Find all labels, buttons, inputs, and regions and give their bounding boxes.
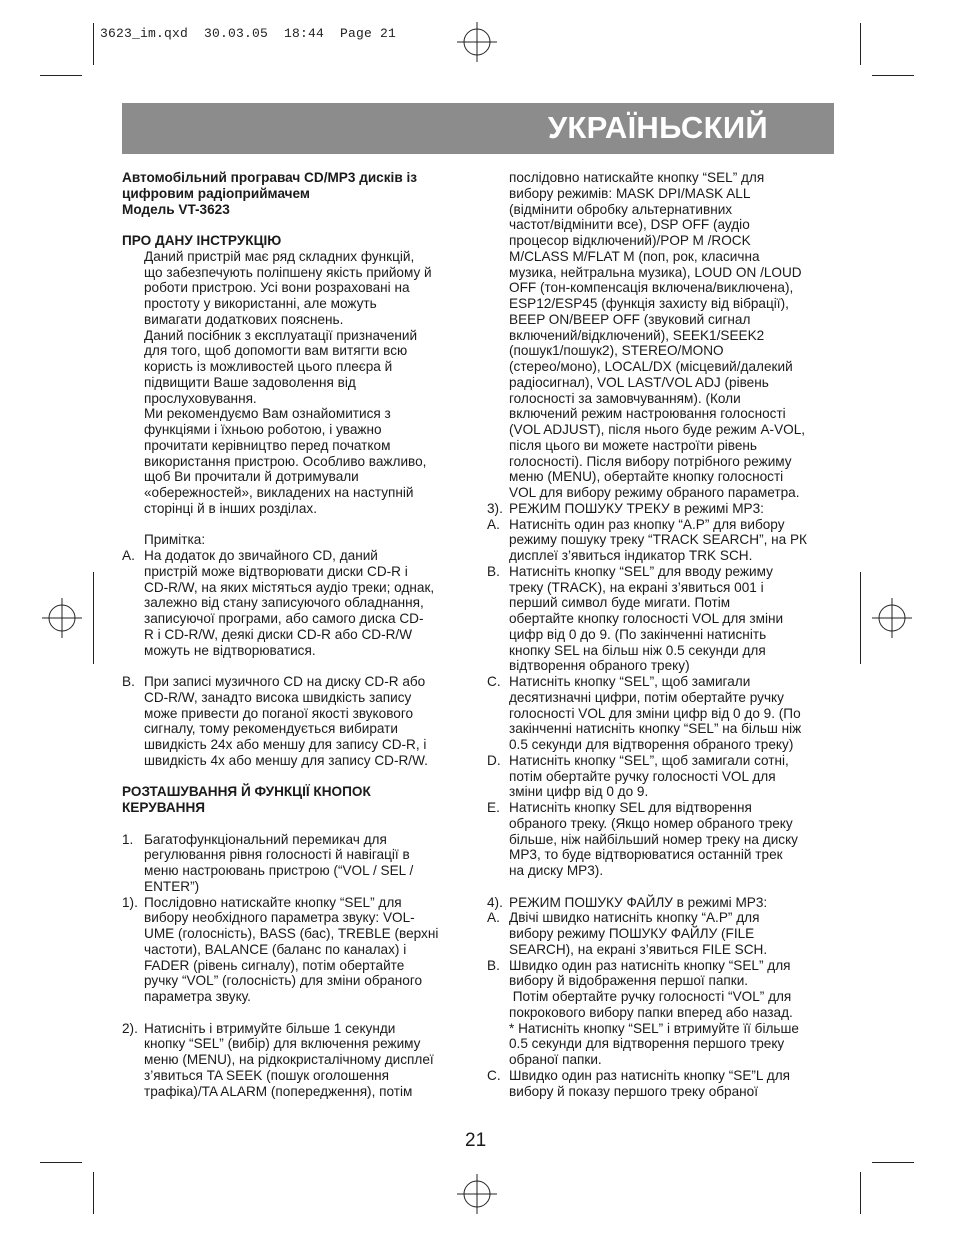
crop-mark xyxy=(93,572,94,664)
text-line: більше, ніж найбільший номер треку на диску xyxy=(509,831,798,847)
text-line: меню (MENU), на рідкокристалічному дисплеї xyxy=(144,1052,434,1067)
text-line: включений/відключений), SEEK1/SEEK2 xyxy=(509,327,765,343)
language-banner xyxy=(122,103,834,154)
text-line: голосності VOL для зміни цифр від 0 до 9. (По xyxy=(509,705,801,721)
item-marker: 1). xyxy=(122,894,138,910)
item-marker: C. xyxy=(487,674,501,689)
text-line: вибору необхідного параметра звуку: VOL- xyxy=(144,910,415,926)
crop-mark xyxy=(860,572,861,664)
text-line: на диску MP3). xyxy=(509,863,604,878)
text-line: записуючої програми, або самого диска CD- xyxy=(144,611,424,626)
text-line: Потім обертайте ручку голосності “VOL” для xyxy=(509,989,792,1004)
text-line: Натисніть кнопку “SEL”, щоб замигали сотні, xyxy=(509,752,789,768)
item-marker: 3). xyxy=(487,500,503,516)
text-line: голосності). Після вибору потрібного режиму xyxy=(509,453,792,469)
product-heading-line: Автомобільний програвач CD/MP3 дисків із xyxy=(122,170,417,185)
text-line: радіосигнал), VOL LAST/VOL ADJ (рівень xyxy=(509,374,769,390)
text-line: функціями і їхньою роботою, і уважно xyxy=(144,422,382,437)
text-line: * Натисніть кнопку “SEL” і втримуйте її більше xyxy=(509,1020,799,1036)
list-item xyxy=(487,674,835,753)
text-line: частоти), BALANCE (баланс по каналах) і xyxy=(144,941,407,957)
text-line: вимагати додаткових пояснень. xyxy=(144,311,344,327)
crop-mark xyxy=(93,23,94,65)
list-item xyxy=(487,1068,835,1100)
text-line: M/CLASS M/FLAT M (поп, рок, класична xyxy=(509,248,760,264)
text-line: голосності за замовчуванням). (Коли xyxy=(509,390,741,406)
text-line: користь із можливостей цього плеєра й xyxy=(144,359,393,374)
text-line: обертайте кнопку голосності VOL для зміни xyxy=(509,611,784,626)
item-marker: 4). xyxy=(487,894,503,910)
text-line: РЕЖИМ ПОШУКУ ФАЙЛУ в режимі MP3: xyxy=(509,894,768,910)
text-line: трафіка)/TA ALARM (попередження), потім xyxy=(144,1083,413,1099)
paragraph-continuation xyxy=(487,170,835,501)
list-item xyxy=(487,517,835,564)
text-line: КЕРУВАННЯ xyxy=(122,800,206,815)
item-marker: 2). xyxy=(122,1020,138,1036)
text-line: При записі музичного CD на диску CD-R або xyxy=(144,674,426,689)
text-line: Натисніть кнопку “SEL” для вводу режиму xyxy=(509,563,773,579)
registration-mark-icon xyxy=(457,1174,497,1214)
text-line: прочитати керівництво перед початком xyxy=(144,437,391,453)
item-marker: A. xyxy=(487,910,500,926)
crop-mark xyxy=(93,1172,94,1214)
text-line: частот/відмінити все), DSP OFF (аудіо xyxy=(509,217,750,233)
crop-mark xyxy=(40,1162,82,1163)
text-line: FADER (рівень сигналу), потім обертайте xyxy=(144,957,405,973)
text-line: послідовно натискайте кнопку “SEL” для xyxy=(509,170,765,185)
text-line: режиму пошуку треку “TRACK SEARCH”, на РК xyxy=(509,532,807,548)
list-item xyxy=(487,753,835,800)
text-line: пристрій може відтворювати диски CD-R і xyxy=(144,563,408,579)
banner-title: УКРАЇНЬСКИЙ xyxy=(547,110,768,145)
list-item xyxy=(487,910,835,957)
text-line: вибору режиму ПОШУКУ ФАЙЛУ (FILE xyxy=(509,926,755,941)
text-line: меню (MENU), обертайте кнопку голосності xyxy=(509,469,784,485)
text-line: може привести до поганої якості звукового xyxy=(144,705,414,721)
item-marker: A. xyxy=(122,548,135,563)
text-line: прослуховування. xyxy=(144,390,257,406)
text-line: MP3, то буде відтворюватися останній трек xyxy=(509,847,783,863)
text-line: SEARCH), на екрані з’явиться FILE SCH. xyxy=(509,941,768,957)
text-line: ESP12/ESP45 (функція захисту від вібрації), xyxy=(509,296,789,311)
text-line: Послідовно натискайте кнопку “SEL” для xyxy=(144,894,402,910)
note-item xyxy=(122,674,466,769)
text-line: VOL для вибору режиму обраного параметра. xyxy=(509,485,800,500)
text-line: Багатофункціональний перемикач для xyxy=(144,831,387,847)
text-line: РОЗТАШУВАННЯ Й ФУНКЦІЇ КНОПОК xyxy=(122,784,371,800)
text-line: ручку “VOL” (голосність) для зміни обраного xyxy=(144,973,423,989)
list-item xyxy=(487,800,835,879)
text-line: закінченні натисніть кнопку “SEL” на більш ніж xyxy=(509,721,802,737)
list-item xyxy=(122,1021,466,1100)
text-line: залежно від стану записуючого обладнання, xyxy=(144,595,424,611)
text-line: треку (TRACK), на екрані з’явиться 001 і xyxy=(509,579,764,595)
text-line: 0.5 секунди для відтворення обраного треку) xyxy=(509,737,794,752)
product-heading-line: цифровим радіоприймачем xyxy=(122,185,310,201)
text-line: Двічі швидко натисніть кнопку “A.P” для xyxy=(509,910,760,926)
text-line: що забезпечують поліпшену якість прийому й xyxy=(144,264,432,280)
item-marker: C. xyxy=(487,1067,501,1083)
list-item xyxy=(487,501,835,517)
left-column xyxy=(122,170,466,1099)
list-item xyxy=(487,895,835,911)
text-line: OFF (тон-компенсація включена/виключена), xyxy=(509,280,794,296)
product-heading-line: Модель VT-3623 xyxy=(122,201,230,217)
paragraph xyxy=(122,328,466,407)
text-line: простоту у використанні, але можуть xyxy=(144,296,377,311)
text-line: підвищити Ваше задоволення від xyxy=(144,374,356,390)
item-marker: B. xyxy=(487,563,500,579)
text-line: РЕЖИМ ПОШУКУ ТРЕКУ в режимі MP3: xyxy=(509,500,764,516)
text-line: (стерео/моно), LOCAL/DX (місцевий/далекий xyxy=(509,359,793,374)
text-line: R і CD-R/W, деякі диски CD-R або CD-R/W xyxy=(144,626,413,642)
page-number: 21 xyxy=(465,1130,487,1151)
list-item xyxy=(487,958,835,1068)
note-item xyxy=(122,548,466,658)
registration-mark-icon xyxy=(872,598,912,638)
text-line: BEEP ON/BEEP OFF (звуковий сигнал xyxy=(509,311,751,327)
item-marker: A. xyxy=(487,516,500,532)
text-line: включений режим настроювання голосності xyxy=(509,406,786,422)
paragraph xyxy=(122,406,466,516)
crop-mark xyxy=(872,1162,914,1163)
text-line: щоб Ви прочитали й дотримували xyxy=(144,469,359,485)
text-line: використання пристрою. Особливо важливо, xyxy=(144,453,427,469)
text-line: перший символ буде мигати. Потім xyxy=(509,595,731,611)
text-line: (відмінити обробку альтернативних xyxy=(509,201,733,217)
text-line: відтворення обраного треку) xyxy=(509,658,690,674)
list-item xyxy=(122,832,466,895)
text-line: Натисніть кнопку SEL для відтворення xyxy=(509,800,752,815)
text-line: Швидко один раз натисніть кнопку “SE”L для xyxy=(509,1067,790,1083)
text-line: Натисніть один раз кнопку “A.P” для вибору xyxy=(509,516,785,532)
registration-mark-icon xyxy=(457,22,497,62)
list-item xyxy=(122,895,466,1005)
item-marker: 1. xyxy=(122,831,134,847)
text-line: 0.5 секунди для відтворення першого треку xyxy=(509,1036,785,1052)
text-line: параметра звуку. xyxy=(144,989,251,1004)
text-line: обраної папки. xyxy=(509,1052,602,1067)
text-line: вибору й відображення першої папки. xyxy=(509,973,749,989)
text-line: регулювання рівня голосності й навігації в xyxy=(144,847,410,863)
crop-mark xyxy=(860,1172,861,1214)
text-line: процесор відключений)/POP M /ROCK xyxy=(509,233,751,248)
print-slug: 3623_im.qxd 30.03.05 18:44 Page 21 xyxy=(100,26,397,41)
text-line: вибору й показу першого треку обраної xyxy=(509,1083,759,1099)
text-line: Ми рекомендуємо Вам ознайомитися з xyxy=(144,406,391,422)
item-marker: B. xyxy=(487,957,500,973)
text-line: ENTER”) xyxy=(144,878,200,894)
text-line: кнопку “SEL” (вибір) для включення режиму xyxy=(144,1036,421,1052)
item-marker: E. xyxy=(487,800,500,815)
text-line: музика, нейтральна музика), LOUD ON /LOUD xyxy=(509,264,802,280)
text-line: роботи пристрою. Усі вони розраховані на xyxy=(144,280,410,296)
text-line: UME (голосність), BASS (бас), TREBLE (верхні xyxy=(144,926,439,941)
text-line: меню настроювань пристрою (“VOL / SEL / xyxy=(144,863,414,878)
right-column xyxy=(487,170,835,1099)
text-line: обраного треку. (Якщо номер обраного треку xyxy=(509,815,793,831)
text-line: з’явиться TA SEEK (пошук оголошення xyxy=(144,1067,389,1083)
text-line: (пошук1/пошук2), STEREO/MONO xyxy=(509,343,724,359)
item-marker: D. xyxy=(487,752,501,768)
text-line: Даний пристрій має ряд складних функцій, xyxy=(144,248,415,264)
text-line: Натисніть кнопку “SEL”, щоб замигали xyxy=(509,674,751,689)
text-line: CD-R/W, на яких містяться аудіо треки; однак, xyxy=(144,579,435,595)
text-line: покрокового вибору папки вперед або назад. xyxy=(509,1004,793,1020)
text-line: сигналу, тому рекомендується вибирати xyxy=(144,721,398,737)
text-line: для того, щоб допомогти вам витягти всю xyxy=(144,343,408,359)
paragraph xyxy=(122,249,466,328)
crop-mark xyxy=(860,23,861,65)
text-line: сторінці й в інших розділах. xyxy=(144,500,317,516)
text-line: цифр від 0 до 9. (По закінченні натисніть xyxy=(509,626,767,642)
text-line: (VOL ADJUST), після нього буде режим A-VOL, xyxy=(509,422,806,437)
text-line: десятизначні цифри, потім обертайте ручку xyxy=(509,689,784,705)
text-line: швидкість 4x або меншу для запису CD-R/W. xyxy=(144,752,428,768)
text-line: зміни цифр від 0 до 9. xyxy=(509,784,649,800)
text-line: Даний посібник з експлуатації призначений xyxy=(144,327,418,343)
text-line: На додаток до звичайного CD, даний xyxy=(144,548,378,563)
section-title-controls xyxy=(122,784,466,816)
crop-mark xyxy=(872,75,914,76)
text-line: кнопку SEL на більш ніж 0.5 секунди для xyxy=(509,642,766,658)
crop-mark xyxy=(40,75,82,76)
registration-mark-icon xyxy=(42,598,82,638)
text-line: CD-R/W, занадто висока швидкість запису xyxy=(144,689,412,705)
section-title-about: ПРО ДАНУ ІНСТРУКЦІЮ xyxy=(122,233,282,248)
text-line: «обережностей», викладених на наступній xyxy=(144,485,414,500)
text-line: після цього ви можете настроїти рівень xyxy=(509,437,758,453)
text-line: можуть не відтворюватися. xyxy=(144,642,316,658)
text-line: вибору режимів: MASK DPI/MASK ALL xyxy=(509,185,751,201)
note-label: Примітка: xyxy=(144,532,206,548)
text-line: потім обертайте ручку голосності VOL для xyxy=(509,768,776,784)
text-line: Натисніть і втримуйте більше 1 секунди xyxy=(144,1020,396,1036)
text-line: швидкість 24x або меншу для запису CD-R, і xyxy=(144,737,427,752)
product-heading xyxy=(122,170,466,217)
list-item xyxy=(487,564,835,674)
item-marker: B. xyxy=(122,674,135,689)
text-line: дисплеї з’явиться індикатор TRK SCH. xyxy=(509,548,753,563)
text-line: Швидко один раз натисніть кнопку “SEL” для xyxy=(509,957,791,973)
